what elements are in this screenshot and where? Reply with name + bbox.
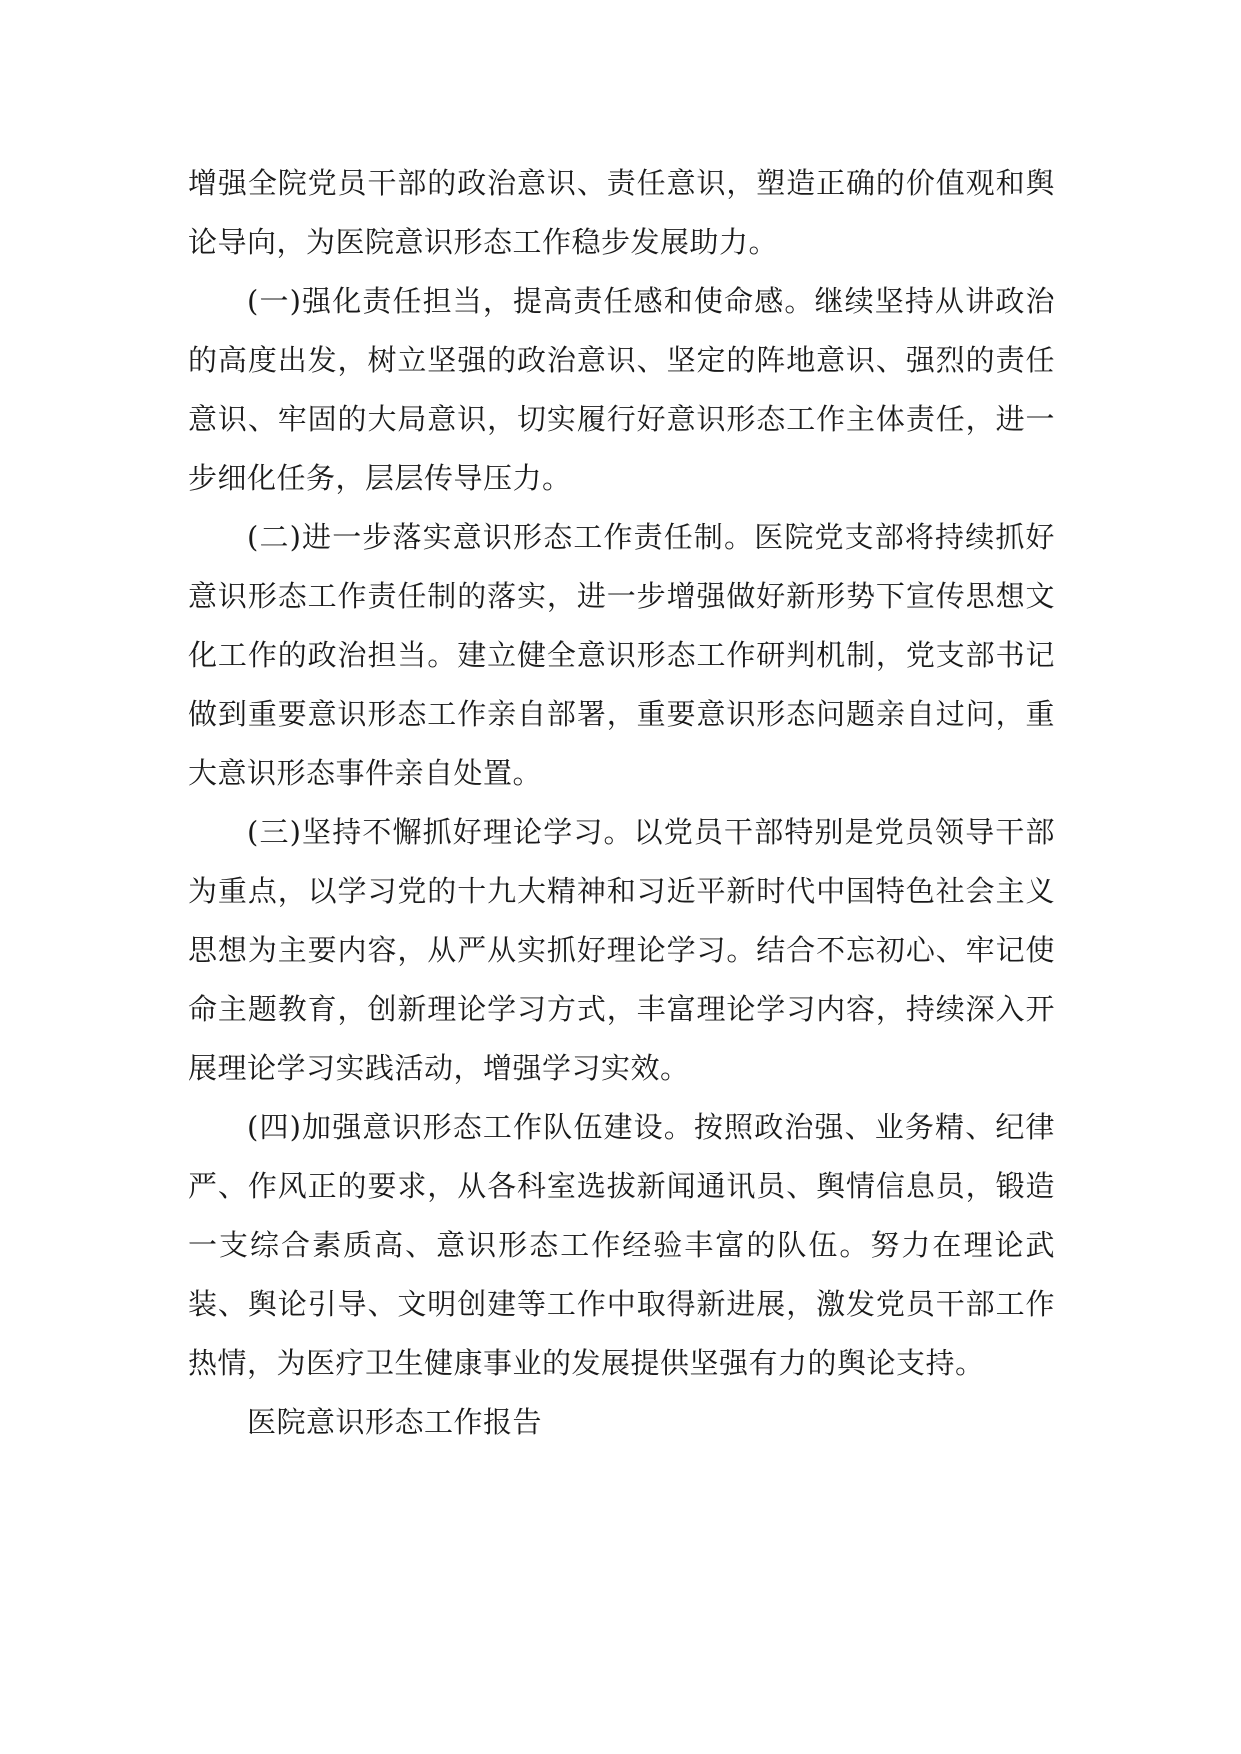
paragraph-section-4: (四)加强意识形态工作队伍建设。按照政治强、业务精、纪律严、作风正的要求，从各科室选拔新闻通讯员、舆情信息员，锻造一支综合素质高、意识形态工作经验丰富的队伍。努力在理论武装、舆论引导、文明创建等工作中取得新进展，激发党员干部工作热情，为医疗卫生健康事业的发展提供坚强有力的舆论支持。 — [188, 1110, 1055, 1380]
paragraph-section-1: (一)强化责任担当，提高责任感和使命感。继续坚持从讲政治的高度出发，树立坚强的政治意识、坚定的阵地意识、强烈的责任意识、牢固的大局意识，切实履行好意识形态工作主体责任，进一步细化任务，层层传导压力。 — [188, 284, 1055, 495]
document-body — [188, 154, 1055, 1452]
paragraph-section-3: (三)坚持不懈抓好理论学习。以党员干部特别是党员领导干部为重点，以学习党的十九大精神和习近平新时代中国特色社会主义思想为主要内容，从严从实抓好理论学习。结合不忘初心、牢记使命主题教育，创新理论学习方式，丰富理论学习内容，持续深入开展理论学习实践活动，增强学习实效。 — [188, 815, 1055, 1085]
report-title: 医院意识形态工作报告 — [247, 1405, 543, 1439]
paragraph-section-2: (二)进一步落实意识形态工作责任制。医院党支部将持续抓好意识形态工作责任制的落实，进一步增强做好新形势下宣传思想文化工作的政治担当。建立健全意识形态工作研判机制，党支部书记做到重要意识形态工作亲自部署，重要意识形态问题亲自过问，重大意识形态事件亲自处置。 — [188, 520, 1055, 790]
paragraph-continuation: 增强全院党员干部的政治意识、责任意识，塑造正确的价值观和舆论导向，为医院意识形态工作稳步发展助力。 — [188, 166, 1055, 259]
